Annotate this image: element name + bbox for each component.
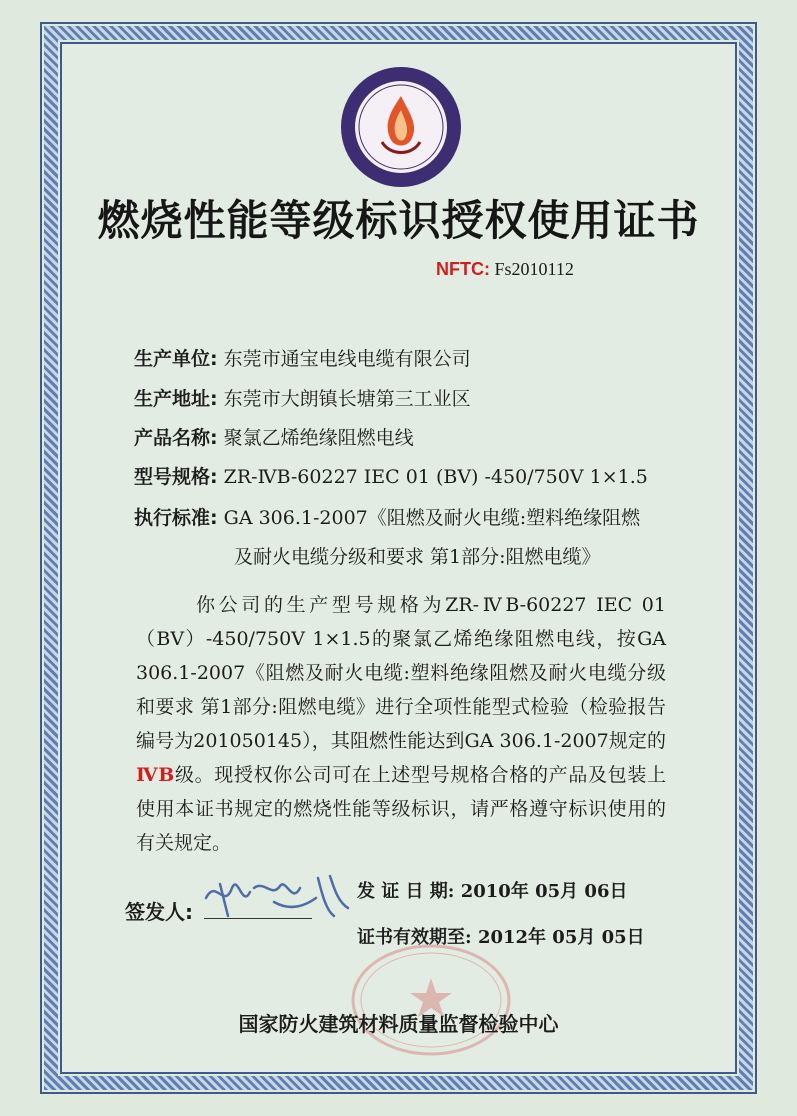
issue-date-label: 发 证 日 期: bbox=[357, 881, 455, 902]
producer-row bbox=[134, 344, 471, 371]
product-label: 产品名称: bbox=[134, 427, 218, 449]
issue-date-row bbox=[357, 877, 627, 903]
authorization-text bbox=[136, 588, 666, 860]
signature-line bbox=[204, 918, 312, 919]
product-row bbox=[134, 423, 414, 450]
official-seal-icon bbox=[346, 938, 516, 1058]
standard-value-line1: GA 306.1-2007《阻燃及耐火电缆:塑料绝缘阻燃 bbox=[223, 507, 641, 529]
expiry-date-value: 2012年 05月 05日 bbox=[477, 927, 645, 948]
certificate-number bbox=[436, 259, 574, 280]
certificate-number-value: Fs2010112 bbox=[494, 259, 574, 279]
model-label: 型号规格: bbox=[134, 466, 218, 488]
address-label: 生产地址: bbox=[134, 388, 218, 410]
certificate-number-label: NFTC: bbox=[436, 259, 490, 279]
authorization-text-part1: 你公司的生产型号规格为ZR-ⅣB-60227 IEC 01（BV）-450/750V 1×1.5的聚氯乙烯绝缘阻燃电线，按GA 306.1-2007《阻燃及耐火电缆:塑料绝缘阻燃及耐火电缆分级和要求 第1部分:阻燃电缆》进行全项性能型式检验（检验报告编号为201050145），其阻燃性能达到GA 306.1-2007规定的 bbox=[136, 594, 666, 752]
nftc-emblem-icon bbox=[338, 64, 464, 190]
issue-date-value: 2010年 05月 06日 bbox=[460, 881, 628, 902]
signer-label: 签发人: bbox=[125, 900, 193, 924]
address-value: 东莞市大朗镇长塘第三工业区 bbox=[223, 388, 471, 410]
standard-value-line2: 及耐火电缆分级和要求 第1部分:阻燃电缆》 bbox=[234, 546, 601, 568]
fire-rating-level: ⅣB bbox=[136, 764, 175, 786]
expiry-date-label: 证书有效期至: bbox=[357, 927, 472, 948]
model-row bbox=[134, 462, 648, 489]
standard-row bbox=[134, 503, 640, 530]
producer-label: 生产单位: bbox=[134, 348, 218, 370]
model-value: ZR-ⅣB-60227 IEC 01 (BV) -450/750V 1×1.5 bbox=[223, 466, 648, 488]
certificate-title: 燃烧性能等级标识授权使用证书 bbox=[97, 196, 700, 245]
issuing-authority: 国家防火建筑材料质量监督检验中心 bbox=[238, 1012, 559, 1036]
standard-label: 执行标准: bbox=[134, 507, 218, 529]
authorization-text-part2: 级。现授权你公司可在上述型号规格合格的产品及包装上使用本证书规定的燃烧性能等级标识，请严格遵守标识使用的有关规定。 bbox=[136, 764, 666, 854]
product-value: 聚氯乙烯绝缘阻燃电线 bbox=[223, 427, 414, 449]
producer-value: 东莞市通宝电线电缆有限公司 bbox=[223, 348, 471, 370]
address-row bbox=[134, 384, 471, 411]
